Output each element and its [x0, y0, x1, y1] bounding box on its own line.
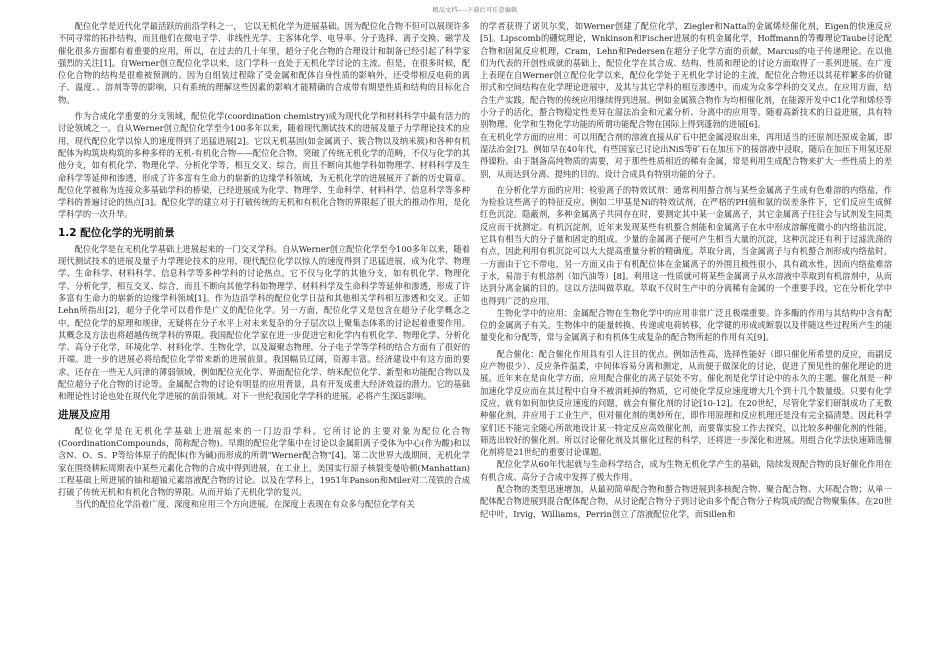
paragraph: 配位化学是在无机化学基础上进展起来的一门边沿学科。它所讨论的主要对象为配位化合物(CoordinationCompounds，简称配合物)。早期的配位化学集中在讨论以金属阳离子受体为中心(作为酸)和以含N、O、S、P等给体原子的配体(作为碱)而形成的所谓"Werner配合物"[4]。第二次世界大战期间，无机化学家在围绕耕耘周期表中某些元素化合物的合成中得到进展，在工业上，美国实行原子核裂变曼哈顿(Manhattan)工程基础上所进展的铀和超铀元素溶液配合物的讨论。以及在学科上，1951年Panson和Miler对二茂铁的合成打破了传统无机和有机化合物的界限。从而开始了无机化学的复兴。 [58, 425, 470, 498]
section-heading: 进展及应用 [58, 408, 111, 421]
paragraph: 的学者获得了诺贝尔奖，如Werner创建了配位化学，Ziegler和Natta的金属烯烃催化剂，Eigen的快速反应[5]。Lipscomb的硼烷理论，Wnkinson和Fischer进展的有机金属化学，Hoffmann的等瓣理论Taube讨论配合物和固氮反应机理，Cram，Lehn和Pedersen在超分子化学方面的贡献，Marcus的电子传递理论。在以他们为代表的开创性成就的基础上，配位化学在其合成、结构、性质和理论的讨论方面取得了一系列进展。在广度上表现在自Werner创立配位化学以来，配位化学处于无机化学讨论的主流，配位化合物还以其花样繁多的价键形式和空间结构在化学理论进展中，及其与其它学科的相互渗透中。而成为众多学科的交叉点。在应用方面，结合生产实践，配合物的传统应用继续得到进展。例如金属簇合物作为均相催化剂，在能源开发中C1化学和烯烃等小分子的活化，螯合物稳定性差异在湿法冶金和元素分析、分离中的应用等。随着高新技术的日益进展，具有特别物理、化学和生物化学功能的所谓功能配合物在国际上得到蓬勃的进展[6]。 [480, 21, 892, 130]
paragraph: 在分析化学方面的应用：检验离子的特效试剂：通常利用螯合剂与某些金属离子生成有色难溶的内络盐，作为检验这些离子的特征反应。例如二甲基是Ni的特效试剂，在严格的PH值和氨的误差条件下，它们反应生成鲜红色沉淀。隐蔽剂，多种金属离子共同存在时，要测定其中某一金属离子，其它金属离子往往会与试剂发生同类反应而干扰测定。有机沉淀剂，近年来发现某些有机螯合剂能和金属离子在水中形成溶解度微小的内络盐沉淀，它具有相当大的分子量和固定的组成。少量的金属离子便可产生相当大量的沉淀，这种沉淀还有利于过滤洗涤的有点，因此利用有机沉淀可以大大提高重量分析的精确度。萃取分离，当金属离子与有机螯合剂形成内络盐时，一方面由于它不带电，另一方面又由于有机配位体在金属离子的外围且极性很小，具有疏水性，因而内络盐难溶于水，易溶于有机溶剂（如汽油等）[8]。利用这一性质就可将某些金属离子从水溶液中萃取到有机溶剂中，从而达到分离金属的目的。这以方法叫做萃取。萃取不仅时生产中的分离稀有金属的一个重要手段，它在分析化学中也得到广泛的应用。 [480, 184, 892, 306]
paragraph: 作为合成化学重要的分支领域，配位化学(coordination chemistry)成为现代化学和材料科学中最有活力的讨论领域之一。自从Werner创立配位化学至今100多年以来，随着现代测试技术的进展及量子力学理论技术的应用，现代配位化学以惊人的速度得到了迅猛进展[2]。它以无机基因(如金属离子、簇合物以及纳米簇)和各种有机配体为构筑块构筑的多种多样的无机-有机化合物——配位化合物，突破了传统无机化学的范畴，不仅与化学的其他分支，如有机化学、物理化学、分析化学等，相互交叉、综合，而且不断向其他学科如物理学、材料科学及生命科学等延伸和渗透，形成了许多富有生命力的崭新的边缘学科领域，为无机化学的进展展开了新的历史篇章。配位化学被称为连接众多基础学科的桥梁，已经进展成为化学、物理学、生命科学、材料科学、信息科学等多种学科的普遍讨论的热点[3]。配位化学的建立对于打破传统的无机和有机化合物的界限起了很大的推动作用，是化学科学的一次升华。 [58, 111, 470, 220]
left-column [58, 20, 470, 666]
page-header: 精品文档----下载后可任意编辑 [432, 7, 518, 14]
right-column [480, 20, 892, 666]
paragraph: 配位化学是在无机化学基础上进展起来的一门交叉学科。自从Werner创立配位化学至今100多年以来，随着现代测试技术的进展及量子力学理论技术的应用，现代配位化学以惊人的速度得到了迅猛进展，成为化学、物理学、生命科学、材料科学、信息科学等多种学科的讨论热点。它不仅与化学的其他分支，如有机化学、物理化学、分析化学，相互交叉、综合，而且不断向其他学科如物理学、材料科学及生命科学等延伸和渗透，形成了许多富有生命力的崭新的边缘学科领域[1]。作为边沿学科的配位化学日益和其他相关学科相互渗透和交叉。正如Lehn所指出[2]，超分子化学可以看作是广义的配位化学。另一方面，配位化学又是包含在超分子化学概念之中。配位化学的原理和规律，无疑将在分子水平上对未来复杂的分子层次以上聚集态体系的讨论起着重要作用。其概念及方法也将超越传统学科的界限。我国配位化学家在进一步促进它和化学内有机化学、物理化学、分析化学、高分子化学，环境化学、材料化学、生物化学，以及凝聚态物理、分子电子学等学科的结合方面有了很好的开端。进一步的进展必将给配位化学带来新的进展前景。我国幅员辽阔，资源丰富。经济建设中有这方面的要求。还存在一些无人问津的薄弱领域，例如配位光化学、界面配位化学、纳米配位化学、新型和功能配合物以及配位超分子化合物的讨论等。金属配合物的讨论有明显的应用背景，具有开发成重大经济效益的潜力。它的基础和理论性讨论也处在现代化学进展的前沿领域。对下一世纪我国化学学科的进展。必将产生深远影响。 [58, 243, 470, 402]
paragraph: 在无机化学方面的应用：可以用配合剂的溶液直接从矿石中把金属浸取出来，再用适当的还原剂还原成金属，即湿法冶金[7]。例如早在40年代，有些国家已讨论出NiS等矿石在加压下的接溶液中浸取，随后在加压下用氢还原得镍粉。由于制备高纯物质的需要，对于那些性质相近的稀有金属，常是利用生成配合物来扩大一些性质上的差别，从而达到分离、提纯的目的。设计合成具有特别功能的分子。 [480, 131, 892, 179]
paragraph: 配合催化：配合催化作用具有引人注目的优点。例如活性高，选择性能好（即只催化所希望的反应，而副反应产物很少）、反应条件温柔，中间体容易分离和测定，从而便于做深化的讨论，促进了预见性的催化理论的进展。近年来在是由化学方面，应用配合催化的离子层处不穷。催化剂是化学讨论中的永久的主题。催化剂是一种加速化学反应而在其过程中自身不被消耗掉的物质，它可使化学反应速度增大几个到十几个数量级。只要有化学反应，就有如何加快反应速度的问题，就会有催化剂的讨论[10-12]。在20世纪，尽管化学家们研制成功了无数种催化剂，并应用于工业生产，但对催化剂的奥妙所在，即作用原理和反应机理还是没有完全搞清楚。因此科学家们还不能完全随心所欲地设计某一特定反应高效催化剂，而要靠实验工作去探究，以比较多种催化剂的性能，筛选出较好的催化剂。所以讨论催化剂及其催化过程的科学，还将进一步深化和进展。用组合化学法快速筛选催化剂将是21世纪的重要讨论课题。 [480, 348, 892, 458]
section-heading: 1.2 配位化学的光明前景 [58, 226, 175, 239]
paragraph: 配位化学从60年代起就与生命科学结合，成为生物无机化学产生的基础，陆续发现配合物的良好催化作用在有机合成、高分子合成中发挥了极大作用。 [480, 459, 892, 482]
paragraph: 配合物的类型迅速增加，从最初简单配合物和螯合物进展到多核配合物、聚合配合物、大环配合物；从单一配体配合物进展到混合配体配合物，从讨论配合物分子到讨论由多个配合物分子构筑成的配合物聚集体。在20世纪中叶，Irvig，Williams，Perrin创立了溶液配位化学，而Sillen和 [480, 483, 892, 519]
paragraph: 配位化学是近代化学最活跃的前沿学科之一， 它以无机化学为进展基础。因为配位化合物不但可以展现许多不同寻常的拓扑结构，而且他们在微电子学、非线性光学、主客体化学、电导率、分子选择、离子交换、磁学及催化很多方面都有着重要的应用，所以，在过去的几十年里，超分子化合物的合理设计和制备已经引起了科学家强烈的关注[1]。自Werner创立配位化学以来，这门学科一直处于无机化学讨论的主流。但是，在很多时候，配位化合物的结构是很难被预测的。因为自组装过程除了受金属和配体自身性质的影响外，还受带相反电荷的离子、温度、、溶剂等等的影响，只有系统的理解这些因素的影响才能精确的合成带有期望性质和结构的目标化合物。 [58, 21, 470, 105]
paragraph: 当代的配位化学沿着广度、深度和应用三个方向进展。在深度上表现在有众多与配位化学有关 [74, 499, 415, 510]
paragraph: 生物化学中的应用：金属配合物在生物化学中的应用非常广泛且极端重要。许多酶的作用与其结构中含有配位的金属离子有关。生物体中的能量转换、传递或电荷转移，化学键的形成或断裂以及伴随这些过程所产生的能量变化和分配等，常与金属离子和有机体生成复杂的配合物所起的作用有关[9]。 [480, 307, 892, 343]
